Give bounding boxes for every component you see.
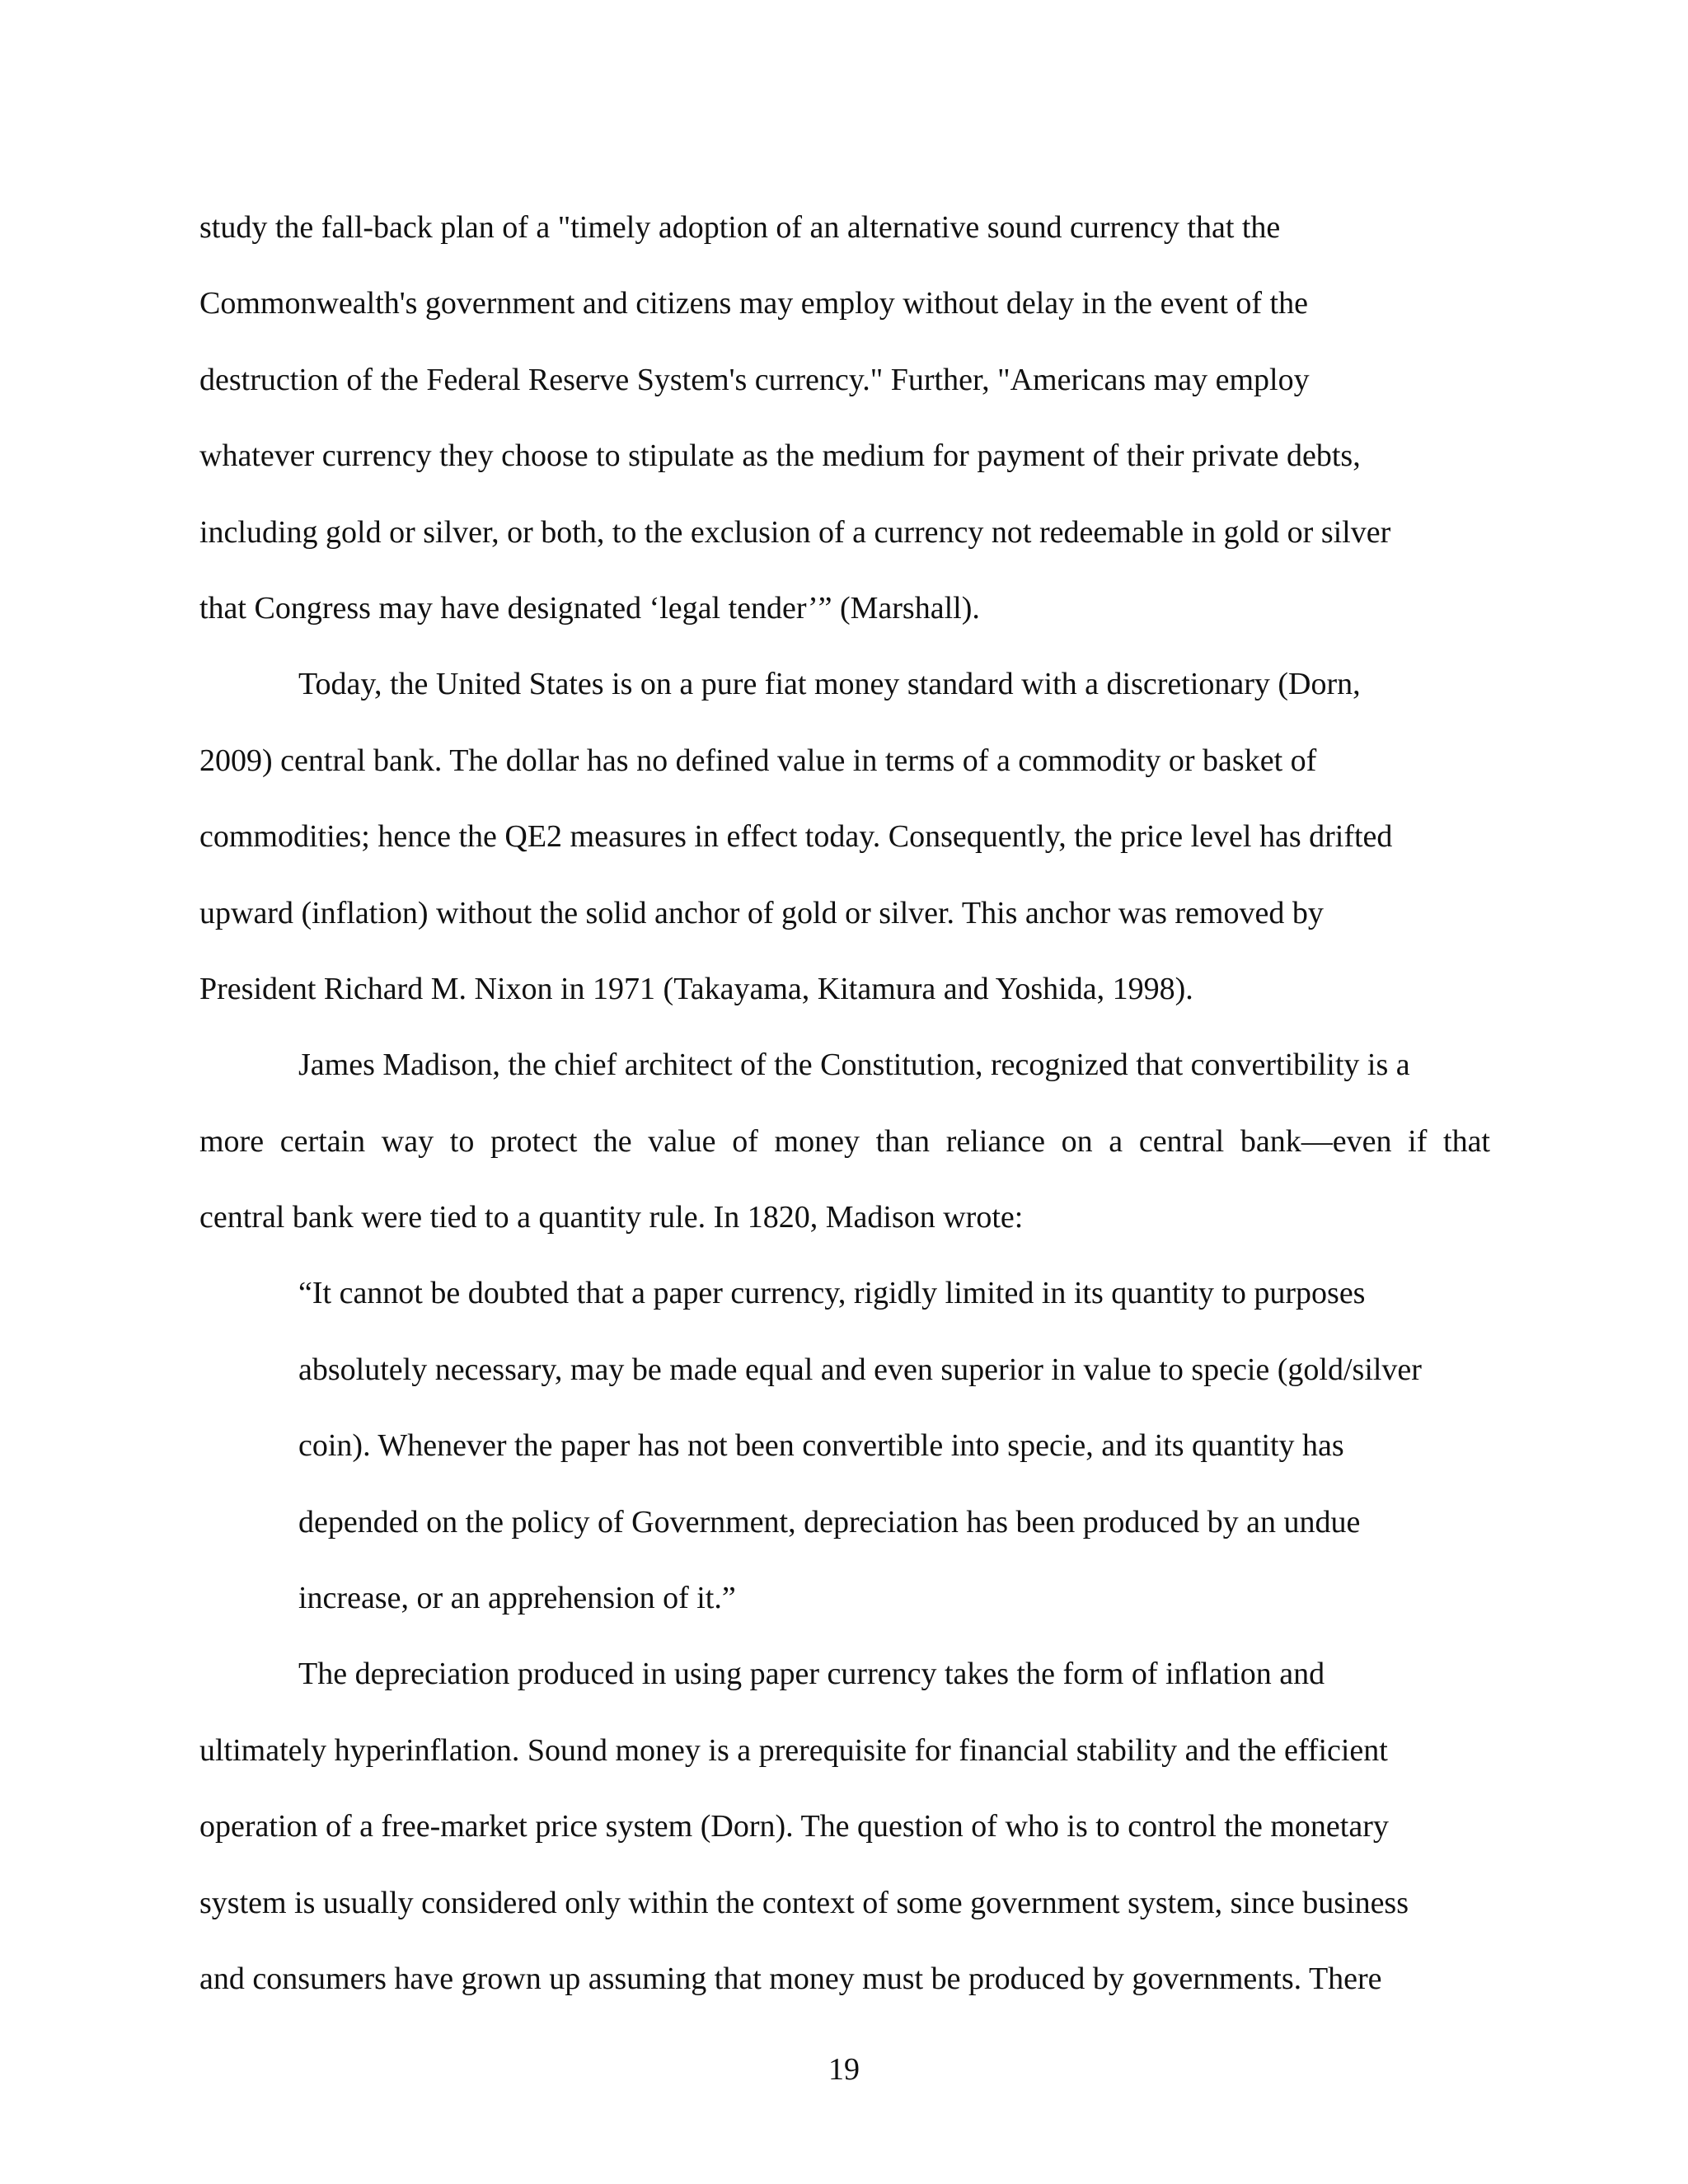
text-line: more certain way to protect the value of money than reliance on a central bank—even if that: [199, 1123, 1490, 1159]
text-line: whatever currency they choose to stipulate as the medium for payment of their private debts,: [199, 438, 1361, 474]
page-number: 19: [828, 2052, 860, 2087]
text-line: including gold or silver, or both, to the exclusion of a currency not redeemable in gold or silver: [199, 514, 1391, 550]
text-line: ultimately hyperinflation. Sound money is a prerequisite for financial stability and the efficient: [199, 1732, 1388, 1768]
text-line: destruction of the Federal Reserve System's currency." Further, "Americans may employ: [199, 362, 1310, 397]
text-line: upward (inflation) without the solid anchor of gold or silver. This anchor was removed by: [199, 895, 1324, 930]
paragraph-first-line: Today, the United States is on a pure fiat money standard with a discretionary (Dorn,: [298, 667, 1361, 702]
paragraph-first-line: The depreciation produced in using paper currency takes the form of inflation and: [298, 1657, 1325, 1692]
block-quote-line: absolutely necessary, may be made equal and even superior in value to specie (gold/silver: [298, 1352, 1422, 1387]
text-line: 2009) central bank. The dollar has no defined value in terms of a commodity or basket of: [199, 743, 1317, 778]
text-line: that Congress may have designated ‘legal tender’” (Marshall).: [199, 590, 980, 626]
paragraph-first-line: James Madison, the chief architect of the Constitution, recognized that convertibility is a: [298, 1047, 1410, 1083]
block-quote-line: increase, or an apprehension of it.”: [298, 1581, 736, 1616]
text-line: study the fall-back plan of a "timely adoption of an alternative sound currency that the: [199, 210, 1281, 245]
block-quote-line: depended on the policy of Government, depreciation has been produced by an undue: [298, 1504, 1361, 1540]
text-line: and consumers have grown up assuming that money must be produced by governments. There: [199, 1961, 1382, 1996]
text-line: Commonwealth's government and citizens may employ without delay in the event of the: [199, 286, 1308, 321]
block-quote-line: coin). Whenever the paper has not been convertible into specie, and its quantity has: [298, 1428, 1344, 1464]
body-text: [199, 190, 1490, 2017]
text-line: President Richard M. Nixon in 1971 (Takayama, Kitamura and Yoshida, 1998).: [199, 971, 1193, 1006]
text-line: operation of a free-market price system (Dorn). The question of who is to control the monetary: [199, 1809, 1389, 1844]
block-quote-line: “It cannot be doubted that a paper currency, rigidly limited in its quantity to purposes: [298, 1276, 1366, 1311]
text-line: commodities; hence the QE2 measures in effect today. Consequently, the price level has drifted: [199, 819, 1393, 855]
text-line: central bank were tied to a quantity rule. In 1820, Madison wrote:: [199, 1200, 1024, 1235]
text-line: system is usually considered only within the context of some government system, since business: [199, 1885, 1409, 1920]
